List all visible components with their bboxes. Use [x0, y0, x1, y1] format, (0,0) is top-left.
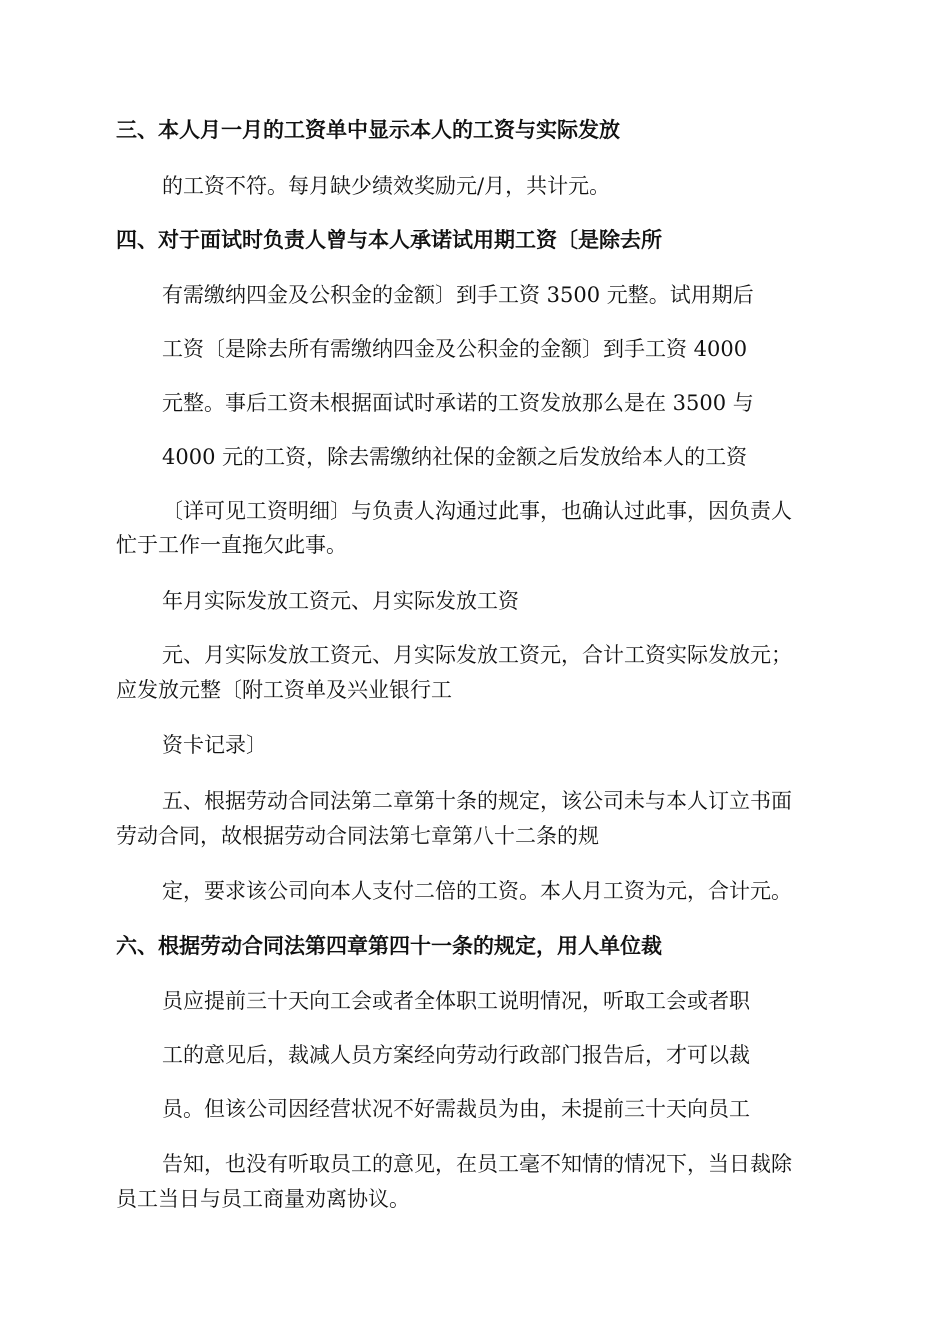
section-4-heading: 四、对于面试时负责人曾与本人承诺试用期工资〔是除去所: [116, 228, 662, 252]
section-6-line: 员工当日与员工商量劝离协议。: [116, 1187, 410, 1211]
section-6-line: 工的意见后，裁减人员方案经向劳动行政部门报告后，才可以裁: [162, 1043, 750, 1067]
section-4-line: 工资〔是除去所有需缴纳四金及公积金的金额〕到手工资 4000: [162, 337, 748, 361]
section-4-line: 〔详可见工资明细〕与负责人沟通过此事，也确认过此事，因负责人: [162, 499, 792, 523]
section-4-line: 忙于工作一直拖欠此事。: [116, 533, 347, 557]
section-4-line: 4000 元的工资，除去需缴纳社保的金额之后发放给本人的工资: [162, 445, 748, 469]
section-6-line: 告知，也没有听取员工的意见，在员工毫不知情的情况下，当日裁除: [162, 1152, 792, 1176]
section-4-line: 元、月实际发放工资元、月实际发放工资元，合计工资实际发放元；: [162, 643, 792, 667]
section-6-line: 员应提前三十天向工会或者全体职工说明情况，听取工会或者职: [162, 989, 750, 1013]
section-4-line: 有需缴纳四金及公积金的金额〕到手工资 3500 元整。试用期后: [162, 283, 754, 307]
section-4-line: 资卡记录〕: [162, 733, 267, 757]
section-4-line: 年月实际发放工资元、月实际发放工资: [162, 589, 519, 613]
section-3-heading: 三、本人月一月的工资单中显示本人的工资与实际发放: [116, 118, 620, 142]
section-5-line: 定，要求该公司向本人支付二倍的工资。本人月工资为元，合计元。: [162, 879, 792, 903]
section-5-line: 五、根据劳动合同法第二章第十条的规定，该公司未与本人订立书面: [162, 789, 792, 813]
section-4-line: 应发放元整〔附工资单及兴业银行工: [116, 678, 452, 702]
section-5-line: 劳动合同，故根据劳动合同法第七章第八十二条的规: [116, 824, 599, 848]
section-3-line: 的工资不符。每月缺少绩效奖励元/月，共计元。: [162, 174, 611, 198]
section-6-line: 员。但该公司因经营状况不好需裁员为由，未提前三十天向员工: [162, 1097, 750, 1121]
section-6-heading: 六、根据劳动合同法第四章第四十一条的规定，用人单位裁: [116, 934, 662, 958]
section-4-line: 元整。事后工资未根据面试时承诺的工资发放那么是在 3500 与: [162, 391, 754, 415]
